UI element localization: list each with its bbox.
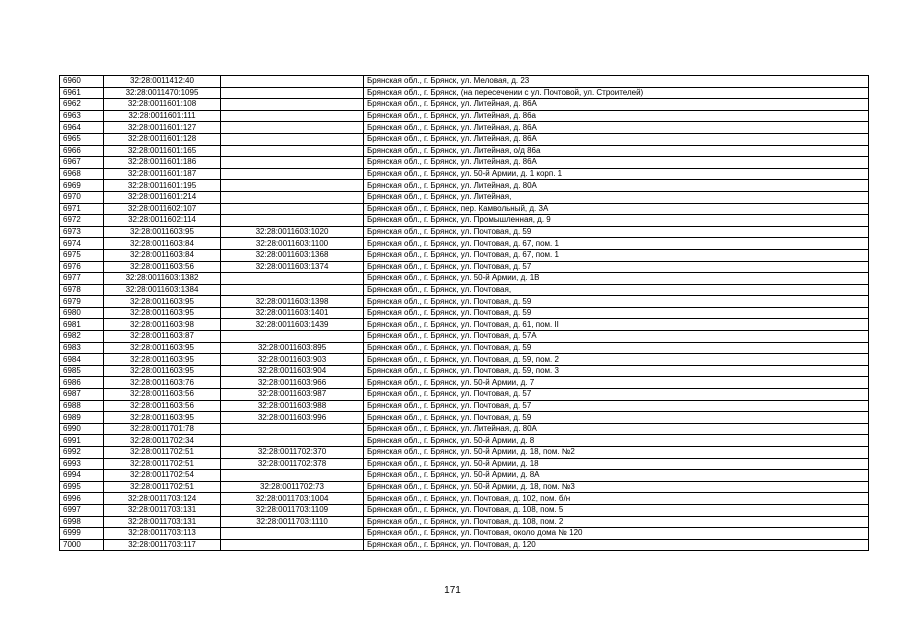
address-cell: Брянская обл., г. Брянск, ул. Почтовая, д. 67, пом. 1 xyxy=(364,249,869,261)
address-cell: Брянская обл., г. Брянск, ул. Почтовая, д. 108, пом. 2 xyxy=(364,516,869,528)
row-number-cell: 6983 xyxy=(60,342,104,354)
row-number-cell: 6977 xyxy=(60,273,104,285)
address-cell: Брянская обл., г. Брянск, ул. 50-й Армии, д. 7 xyxy=(364,377,869,389)
address-cell: Брянская обл., г. Брянск, ул. Литейная, д. 86а xyxy=(364,110,869,122)
row-number-cell: 6975 xyxy=(60,249,104,261)
object-cadastral-number-cell xyxy=(221,180,364,192)
cadastral-number-cell: 32:28:0011603:56 xyxy=(104,261,221,273)
table-row xyxy=(60,319,869,331)
object-cadastral-number-cell xyxy=(221,133,364,145)
row-number-cell: 6993 xyxy=(60,458,104,470)
object-cadastral-number-cell: 32:28:0011603:904 xyxy=(221,365,364,377)
table-row xyxy=(60,389,869,401)
object-cadastral-number-cell: 32:28:0011603:966 xyxy=(221,377,364,389)
row-number-cell: 6978 xyxy=(60,284,104,296)
row-number-cell: 6989 xyxy=(60,412,104,424)
cadastral-number-cell: 32:28:0011470:1095 xyxy=(104,87,221,99)
row-number-cell: 6974 xyxy=(60,238,104,250)
table-row xyxy=(60,133,869,145)
row-number-cell: 6982 xyxy=(60,331,104,343)
object-cadastral-number-cell: 32:28:0011603:987 xyxy=(221,389,364,401)
address-cell: Брянская обл., г. Брянск, ул. Литейная, о/д 86а xyxy=(364,145,869,157)
row-number-cell: 6980 xyxy=(60,307,104,319)
address-cell: Брянская обл., г. Брянск, ул. Почтовая, д. 59 xyxy=(364,412,869,424)
table-row xyxy=(60,157,869,169)
cadastral-number-cell: 32:28:0011603:87 xyxy=(104,331,221,343)
cadastral-number-cell: 32:28:0011603:95 xyxy=(104,365,221,377)
address-cell: Брянская обл., г. Брянск, ул. Литейная, д. 80А xyxy=(364,423,869,435)
object-cadastral-number-cell xyxy=(221,76,364,88)
table-row xyxy=(60,180,869,192)
address-cell: Брянская обл., г. Брянск, ул. Почтовая, д. 59 xyxy=(364,296,869,308)
address-cell: Брянская обл., г. Брянск, ул. Литейная, д. 86А xyxy=(364,133,869,145)
object-cadastral-number-cell xyxy=(221,203,364,215)
address-cell: Брянская обл., г. Брянск, ул. Промышленная, д. 9 xyxy=(364,215,869,227)
table-row xyxy=(60,168,869,180)
cadastral-number-cell: 32:28:0011603:84 xyxy=(104,249,221,261)
cadastral-number-cell: 32:28:0011603:56 xyxy=(104,389,221,401)
table-row xyxy=(60,354,869,366)
object-cadastral-number-cell: 32:28:0011603:988 xyxy=(221,400,364,412)
address-cell: Брянская обл., г. Брянск, ул. 50-й Армии, д. 1В xyxy=(364,273,869,285)
cadastral-number-cell: 32:28:0011603:95 xyxy=(104,412,221,424)
cadastral-number-cell: 32:28:0011702:54 xyxy=(104,470,221,482)
row-number-cell: 6960 xyxy=(60,76,104,88)
table-row xyxy=(60,458,869,470)
object-cadastral-number-cell xyxy=(221,145,364,157)
address-cell: Брянская обл., г. Брянск, ул. Почтовая, д. 57А xyxy=(364,331,869,343)
object-cadastral-number-cell: 32:28:0011603:1398 xyxy=(221,296,364,308)
table-row xyxy=(60,377,869,389)
row-number-cell: 6988 xyxy=(60,400,104,412)
row-number-cell: 6985 xyxy=(60,365,104,377)
object-cadastral-number-cell xyxy=(221,122,364,134)
row-number-cell: 6966 xyxy=(60,145,104,157)
cadastral-number-cell: 32:28:0011703:131 xyxy=(104,516,221,528)
cadastral-number-cell: 32:28:0011601:195 xyxy=(104,180,221,192)
cadastral-number-cell: 32:28:0011703:131 xyxy=(104,504,221,516)
object-cadastral-number-cell: 32:28:0011603:1100 xyxy=(221,238,364,250)
table-row xyxy=(60,342,869,354)
address-cell: Брянская обл., г. Брянск, ул. Меловая, д. 23 xyxy=(364,76,869,88)
table-row xyxy=(60,435,869,447)
table-row xyxy=(60,226,869,238)
table-row xyxy=(60,365,869,377)
table-row xyxy=(60,481,869,493)
cadastral-number-cell: 32:28:0011601:187 xyxy=(104,168,221,180)
cadastral-number-cell: 32:28:0011703:124 xyxy=(104,493,221,505)
row-number-cell: 6969 xyxy=(60,180,104,192)
table-row xyxy=(60,249,869,261)
address-cell: Брянская обл., г. Брянск, ул. Почтовая, д. 59, пом. 2 xyxy=(364,354,869,366)
cadastral-number-cell: 32:28:0011603:1384 xyxy=(104,284,221,296)
row-number-cell: 6998 xyxy=(60,516,104,528)
table-row xyxy=(60,447,869,459)
cadastral-number-cell: 32:28:0011603:95 xyxy=(104,354,221,366)
object-cadastral-number-cell xyxy=(221,423,364,435)
row-number-cell: 6997 xyxy=(60,504,104,516)
object-cadastral-number-cell xyxy=(221,331,364,343)
row-number-cell: 6994 xyxy=(60,470,104,482)
address-cell: Брянская обл., г. Брянск, ул. Почтовая, xyxy=(364,284,869,296)
cadastral-number-cell: 32:28:0011702:51 xyxy=(104,447,221,459)
address-cell: Брянская обл., г. Брянск, ул. 50-й Армии, д. 8 xyxy=(364,435,869,447)
table-row xyxy=(60,504,869,516)
table-row xyxy=(60,273,869,285)
address-cell: Брянская обл., г. Брянск, ул. Литейная, д. 80А xyxy=(364,180,869,192)
object-cadastral-number-cell xyxy=(221,168,364,180)
cadastral-number-cell: 32:28:0011702:51 xyxy=(104,481,221,493)
object-cadastral-number-cell xyxy=(221,157,364,169)
object-cadastral-number-cell: 32:28:0011603:1374 xyxy=(221,261,364,273)
row-number-cell: 6986 xyxy=(60,377,104,389)
object-cadastral-number-cell xyxy=(221,435,364,447)
object-cadastral-number-cell: 32:28:0011702:378 xyxy=(221,458,364,470)
cadastral-number-cell: 32:28:0011603:95 xyxy=(104,296,221,308)
address-cell: Брянская обл., г. Брянск, ул. Почтовая, д. 67, пом. 1 xyxy=(364,238,869,250)
row-number-cell: 6962 xyxy=(60,99,104,111)
table-row xyxy=(60,307,869,319)
row-number-cell: 6996 xyxy=(60,493,104,505)
address-cell: Брянская обл., г. Брянск, ул. 50-й Армии, д. 1 корп. 1 xyxy=(364,168,869,180)
object-cadastral-number-cell xyxy=(221,528,364,540)
cadastral-number-cell: 32:28:0011603:76 xyxy=(104,377,221,389)
cadastral-number-cell: 32:28:0011603:56 xyxy=(104,400,221,412)
table-row xyxy=(60,284,869,296)
object-cadastral-number-cell: 32:28:0011603:996 xyxy=(221,412,364,424)
cadastral-number-cell: 32:28:0011603:98 xyxy=(104,319,221,331)
object-cadastral-number-cell xyxy=(221,110,364,122)
cadastral-number-cell: 32:28:0011602:114 xyxy=(104,215,221,227)
address-cell: Брянская обл., г. Брянск, ул. Литейная, д. 86А xyxy=(364,122,869,134)
table-row xyxy=(60,423,869,435)
row-number-cell: 6990 xyxy=(60,423,104,435)
cadastral-number-cell: 32:28:0011601:165 xyxy=(104,145,221,157)
table-row xyxy=(60,99,869,111)
row-number-cell: 6968 xyxy=(60,168,104,180)
row-number-cell: 6964 xyxy=(60,122,104,134)
table-row xyxy=(60,203,869,215)
row-number-cell: 6987 xyxy=(60,389,104,401)
address-cell: Брянская обл., г. Брянск, ул. Почтовая, д. 59 xyxy=(364,307,869,319)
table-row xyxy=(60,539,869,551)
cadastral-number-cell: 32:28:0011602:107 xyxy=(104,203,221,215)
cadastral-number-cell: 32:28:0011603:1382 xyxy=(104,273,221,285)
cadastral-number-cell: 32:28:0011601:128 xyxy=(104,133,221,145)
address-cell: Брянская обл., г. Брянск, ул. Почтовая, д. 102, пом. б/н xyxy=(364,493,869,505)
object-cadastral-number-cell xyxy=(221,191,364,203)
object-cadastral-number-cell xyxy=(221,470,364,482)
address-cell: Брянская обл., г. Брянск, пер. Камвольный, д. 3А xyxy=(364,203,869,215)
table-row xyxy=(60,400,869,412)
address-cell: Брянская обл., г. Брянск, ул. 50-й Армии, д. 8А xyxy=(364,470,869,482)
table-row xyxy=(60,261,869,273)
object-cadastral-number-cell: 32:28:0011703:1004 xyxy=(221,493,364,505)
cadastral-number-cell: 32:28:0011603:95 xyxy=(104,307,221,319)
row-number-cell: 7000 xyxy=(60,539,104,551)
cadastral-number-cell: 32:28:0011603:95 xyxy=(104,342,221,354)
row-number-cell: 6999 xyxy=(60,528,104,540)
address-cell: Брянская обл., г. Брянск, ул. Почтовая, д. 57 xyxy=(364,261,869,273)
cadastral-number-cell: 32:28:0011703:113 xyxy=(104,528,221,540)
table-row xyxy=(60,191,869,203)
address-cell: Брянская обл., г. Брянск, ул. Почтовая, д. 57 xyxy=(364,389,869,401)
row-number-cell: 6961 xyxy=(60,87,104,99)
address-cell: Брянская обл., г. Брянск, ул. Литейная, д. 86А xyxy=(364,99,869,111)
table-body xyxy=(60,76,869,551)
row-number-cell: 6965 xyxy=(60,133,104,145)
cadastral-number-cell: 32:28:0011601:214 xyxy=(104,191,221,203)
table-row xyxy=(60,516,869,528)
table-row xyxy=(60,493,869,505)
object-cadastral-number-cell: 32:28:0011703:1109 xyxy=(221,504,364,516)
row-number-cell: 6976 xyxy=(60,261,104,273)
address-cell: Брянская обл., г. Брянск, ул. Почтовая, д. 59, пом. 3 xyxy=(364,365,869,377)
table-row xyxy=(60,110,869,122)
cadastral-number-cell: 32:28:0011601:127 xyxy=(104,122,221,134)
cadastral-number-cell: 32:28:0011412:40 xyxy=(104,76,221,88)
address-cell: Брянская обл., г. Брянск, ул. Почтовая, д. 108, пом. 5 xyxy=(364,504,869,516)
object-cadastral-number-cell: 32:28:0011603:1020 xyxy=(221,226,364,238)
object-cadastral-number-cell: 32:28:0011603:1368 xyxy=(221,249,364,261)
address-cell: Брянская обл., г. Брянск, ул. Литейная, д. 86А xyxy=(364,157,869,169)
address-cell: Брянская обл., г. Брянск, (на пересечении с ул. Почтовой, ул. Строителей) xyxy=(364,87,869,99)
address-cell: Брянская обл., г. Брянск, ул. Почтовая, д. 57 xyxy=(364,400,869,412)
address-cell: Брянская обл., г. Брянск, ул. Почтовая, д. 61, пом. II xyxy=(364,319,869,331)
table-row xyxy=(60,296,869,308)
object-cadastral-number-cell: 32:28:0011702:370 xyxy=(221,447,364,459)
row-number-cell: 6967 xyxy=(60,157,104,169)
table-row xyxy=(60,238,869,250)
object-cadastral-number-cell: 32:28:0011703:1110 xyxy=(221,516,364,528)
row-number-cell: 6972 xyxy=(60,215,104,227)
cadastral-number-cell: 32:28:0011601:111 xyxy=(104,110,221,122)
cadastral-number-cell: 32:28:0011603:84 xyxy=(104,238,221,250)
cadastral-number-cell: 32:28:0011703:117 xyxy=(104,539,221,551)
cadastral-number-cell: 32:28:0011701:78 xyxy=(104,423,221,435)
table-row xyxy=(60,412,869,424)
table-row xyxy=(60,215,869,227)
address-cell: Брянская обл., г. Брянск, ул. 50-й Армии, д. 18, пом. №2 xyxy=(364,447,869,459)
address-cell: Брянская обл., г. Брянск, ул. Почтовая, д. 59 xyxy=(364,342,869,354)
cadastral-number-cell: 32:28:0011601:186 xyxy=(104,157,221,169)
object-cadastral-number-cell: 32:28:0011603:903 xyxy=(221,354,364,366)
object-cadastral-number-cell xyxy=(221,539,364,551)
row-number-cell: 6973 xyxy=(60,226,104,238)
cadastral-registry-table xyxy=(59,75,869,551)
table-row xyxy=(60,76,869,88)
object-cadastral-number-cell xyxy=(221,215,364,227)
cadastral-number-cell: 32:28:0011601:108 xyxy=(104,99,221,111)
object-cadastral-number-cell xyxy=(221,87,364,99)
cadastral-number-cell: 32:28:0011702:51 xyxy=(104,458,221,470)
row-number-cell: 6981 xyxy=(60,319,104,331)
object-cadastral-number-cell: 32:28:0011603:895 xyxy=(221,342,364,354)
cadastral-number-cell: 32:28:0011603:95 xyxy=(104,226,221,238)
object-cadastral-number-cell: 32:28:0011603:1401 xyxy=(221,307,364,319)
address-cell: Брянская обл., г. Брянск, ул. 50-й Армии, д. 18 xyxy=(364,458,869,470)
object-cadastral-number-cell: 32:28:0011603:1439 xyxy=(221,319,364,331)
address-cell: Брянская обл., г. Брянск, ул. 50-й Армии, д. 18, пом. №3 xyxy=(364,481,869,493)
address-cell: Брянская обл., г. Брянск, ул. Литейная, xyxy=(364,191,869,203)
table-row xyxy=(60,470,869,482)
table-row xyxy=(60,122,869,134)
object-cadastral-number-cell xyxy=(221,99,364,111)
object-cadastral-number-cell xyxy=(221,273,364,285)
row-number-cell: 6992 xyxy=(60,447,104,459)
row-number-cell: 6991 xyxy=(60,435,104,447)
row-number-cell: 6984 xyxy=(60,354,104,366)
page-number: 171 xyxy=(444,585,461,596)
row-number-cell: 6963 xyxy=(60,110,104,122)
table-row xyxy=(60,87,869,99)
object-cadastral-number-cell: 32:28:0011702:73 xyxy=(221,481,364,493)
row-number-cell: 6979 xyxy=(60,296,104,308)
row-number-cell: 6971 xyxy=(60,203,104,215)
row-number-cell: 6970 xyxy=(60,191,104,203)
table-row xyxy=(60,331,869,343)
table-row xyxy=(60,145,869,157)
address-cell: Брянская обл., г. Брянск, ул. Почтовая, д. 59 xyxy=(364,226,869,238)
object-cadastral-number-cell xyxy=(221,284,364,296)
table-row xyxy=(60,528,869,540)
row-number-cell: 6995 xyxy=(60,481,104,493)
cadastral-number-cell: 32:28:0011702:34 xyxy=(104,435,221,447)
address-cell: Брянская обл., г. Брянск, ул. Почтовая, около дома № 120 xyxy=(364,528,869,540)
address-cell: Брянская обл., г. Брянск, ул. Почтовая, д. 120 xyxy=(364,539,869,551)
